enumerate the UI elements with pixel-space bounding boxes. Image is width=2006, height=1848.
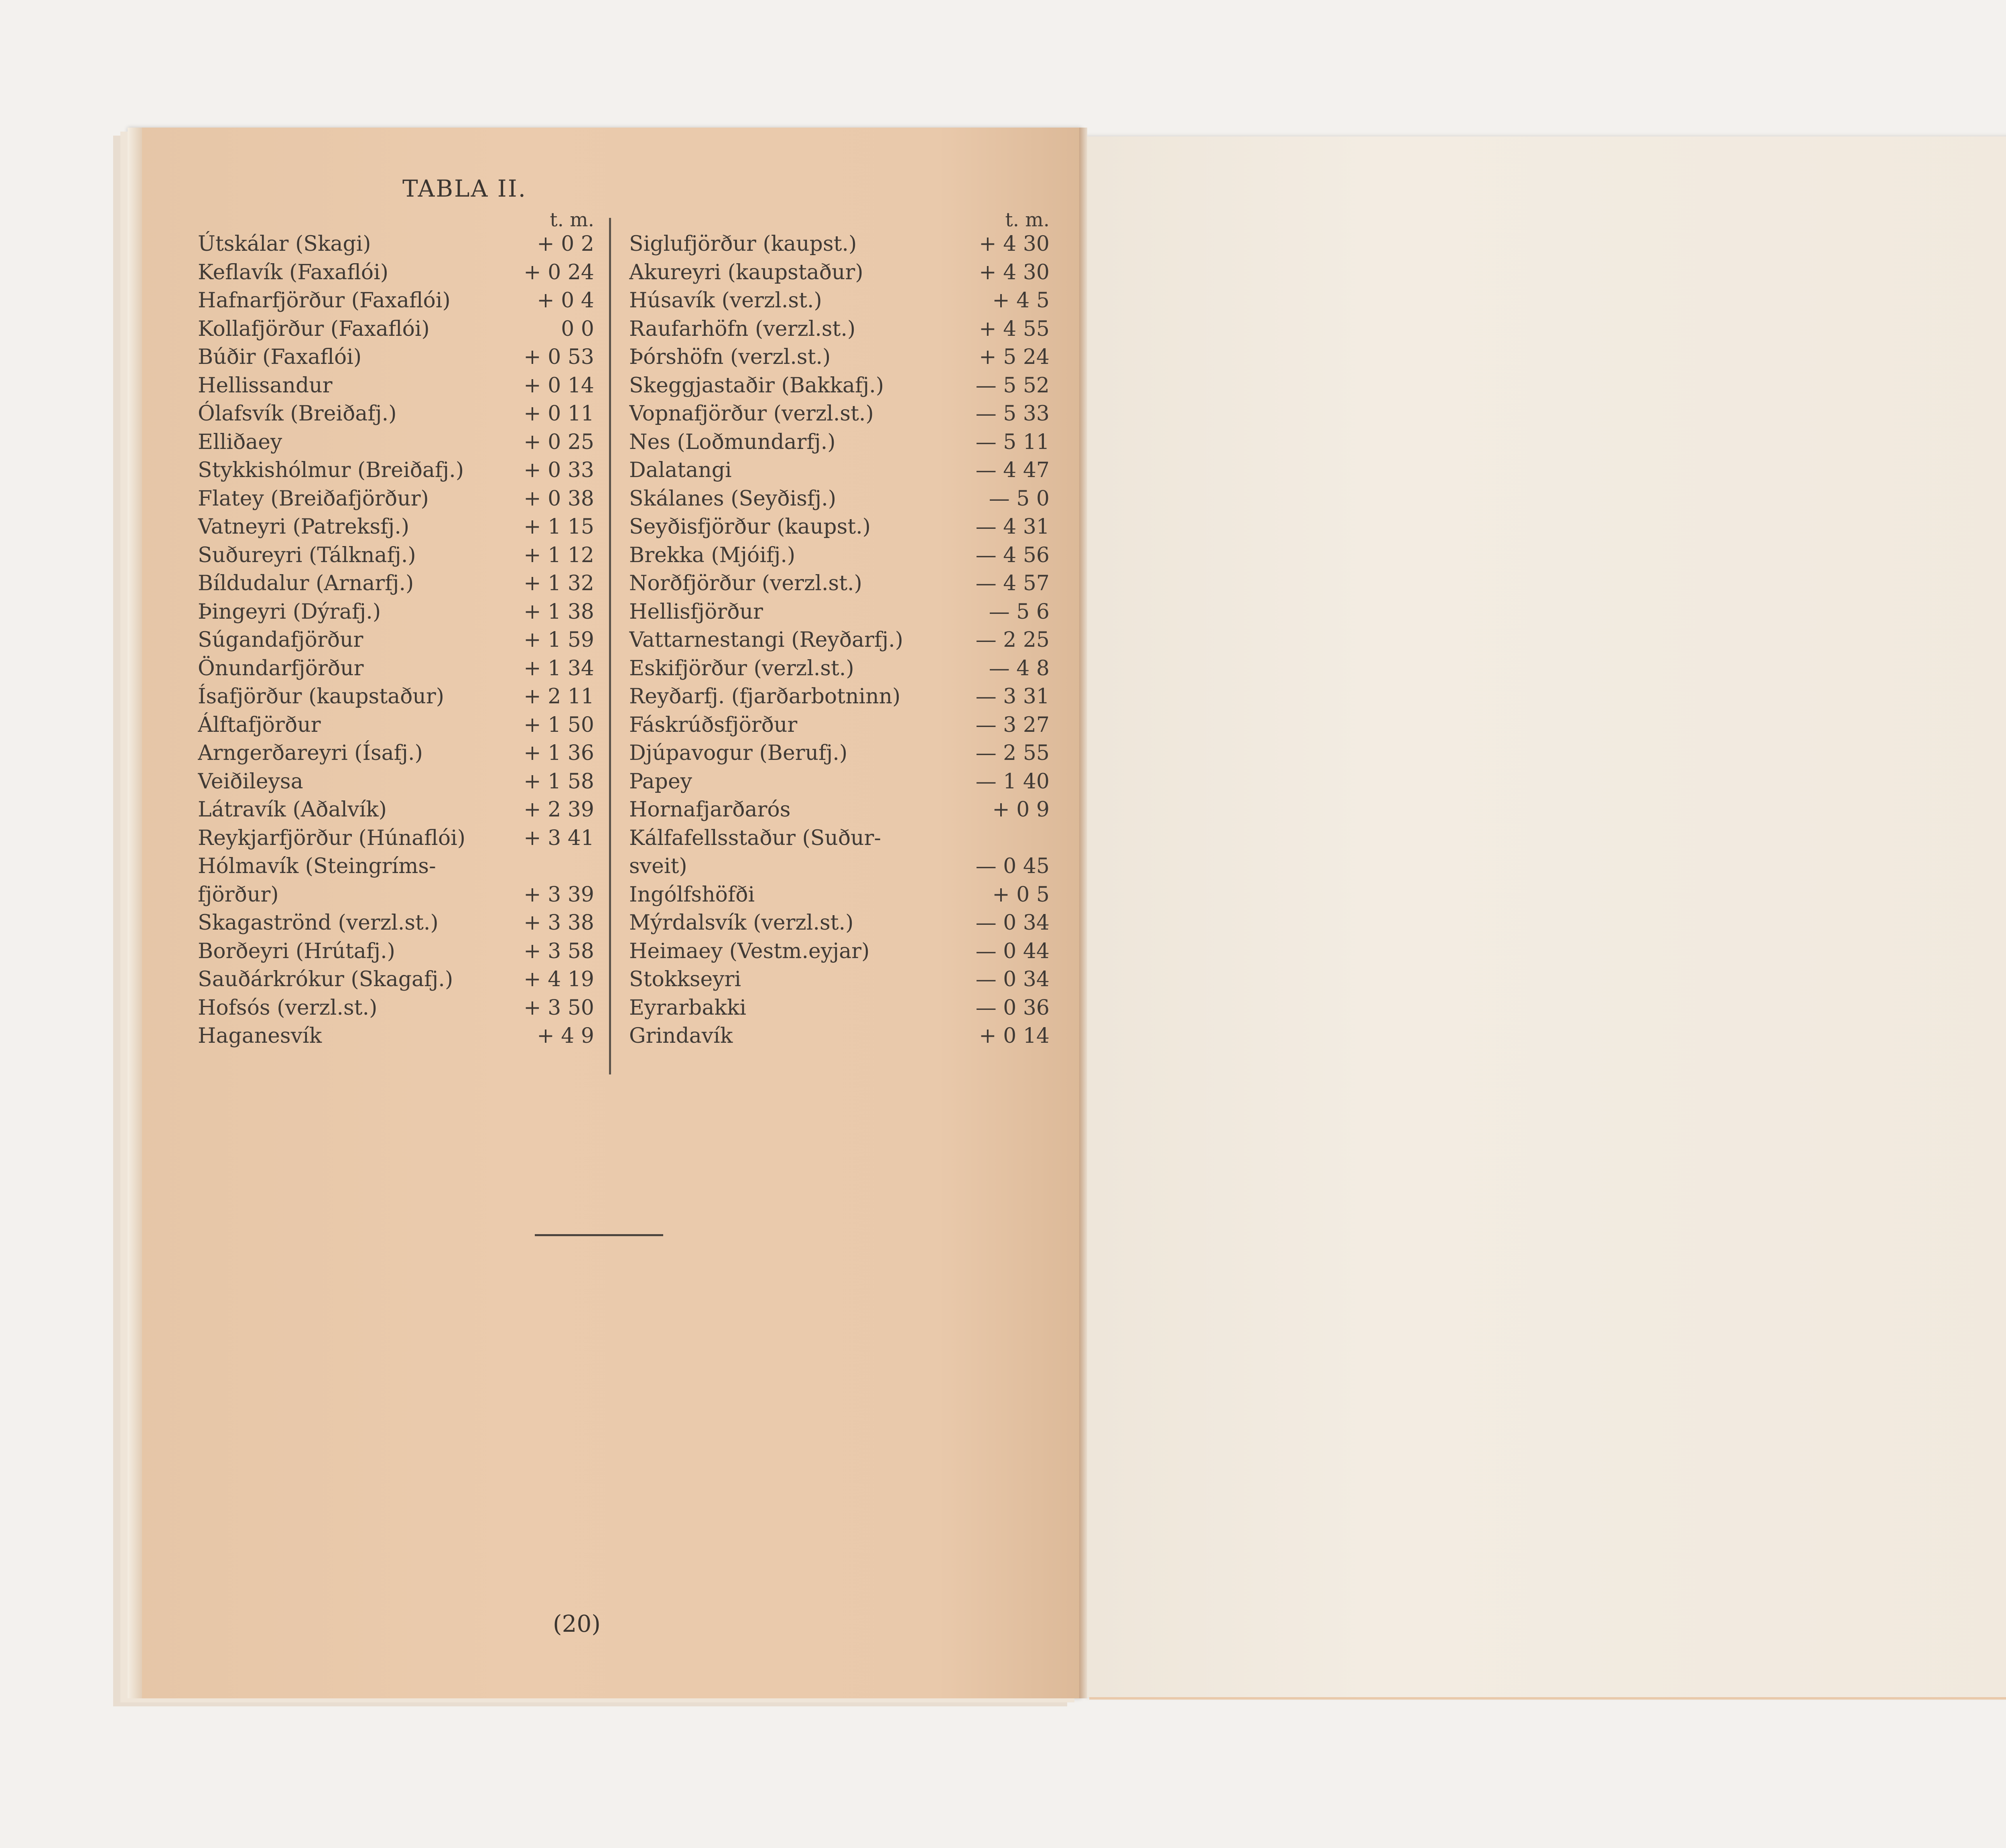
place-name: Hellisfjörður [629,599,763,624]
time-difference: — 5 33 [975,402,1050,426]
place-name: Útskálar (Skagi) [198,232,371,256]
time-difference: + 0 53 [524,345,594,369]
place-name: Raufarhöfn (verzl.st.) [629,317,856,341]
place-name: Norðfjörður (verzl.st.) [629,571,862,595]
time-difference: + 4 9 [537,1024,594,1048]
time-difference: + 1 12 [524,543,594,567]
place-name: Grindavík [629,1024,733,1048]
time-difference: — 5 0 [989,486,1050,511]
time-difference: + 2 11 [524,684,594,709]
table-row [629,258,1054,287]
table-row [629,569,1054,598]
table-row [629,682,1054,711]
time-difference: + 0 25 [524,430,594,454]
place-name: Nes (Loðmundarfj.) [629,430,836,454]
place-name: Skeggjastaðir (Bakkafj.) [629,373,884,398]
table-row [198,909,599,937]
page-stack-edge [128,128,142,1698]
time-difference: + 4 19 [524,967,594,991]
table-row [198,230,599,258]
table-row [198,1022,599,1050]
place-name: Kollafjörður (Faxaflói) [198,317,430,341]
place-name: Skagaströnd (verzl.st.) [198,911,439,935]
table-row [198,456,599,485]
table-row [198,428,599,457]
table-row [198,768,599,796]
time-difference: + 1 32 [524,571,594,595]
table-row [198,372,599,400]
time-difference: — 2 25 [975,628,1050,652]
place-name: Hólmavík (Steingríms- [198,854,436,878]
place-name: Veiðileysa [198,769,303,794]
place-name: Þingeyri (Dýrafj.) [198,599,381,624]
short-rule [535,1234,663,1236]
time-difference: + 3 41 [524,826,594,850]
table-row [629,428,1054,457]
time-difference: — 3 27 [975,713,1050,737]
time-difference: — 0 45 [975,854,1050,878]
time-difference: + 4 55 [979,317,1050,341]
time-difference: — 4 57 [975,571,1050,595]
time-difference: + 0 24 [524,260,594,284]
table-row [629,909,1054,937]
time-difference: — 4 56 [975,543,1050,567]
table-row [198,598,599,626]
table-row [629,230,1054,258]
time-difference: + 0 4 [537,288,594,313]
place-name: Mýrdalsvík (verzl.st.) [629,911,854,935]
time-difference: + 0 9 [992,798,1050,822]
place-name: Önundarfjörður [198,656,364,680]
time-difference: — 0 34 [975,967,1050,991]
place-name: Fáskrúðsfjörður [629,713,798,737]
table-row [198,711,599,739]
time-difference: + 4 5 [992,288,1050,313]
time-difference: — 0 36 [975,995,1050,1020]
table-row [198,626,599,654]
table-row [198,682,599,711]
table-row [629,626,1054,654]
table-row [629,711,1054,739]
time-difference: + 0 14 [979,1024,1050,1048]
page-number: (20) [553,1610,601,1637]
place-name: Hellissandur [198,373,333,398]
place-name: Vattarnestangi (Reyðarfj.) [629,628,904,652]
table-row [198,881,599,909]
place-name: Dalatangi [629,458,732,482]
place-name: Bíldudalur (Arnarfj.) [198,571,414,595]
table-row [629,881,1054,909]
table-row [629,824,1054,853]
place-name: Heimaey (Vestm.eyjar) [629,939,870,963]
time-difference: + 0 14 [524,373,594,398]
place-name: Reykjarfjörður (Húnaflói) [198,826,466,850]
unit-label: t. m. [550,209,594,231]
place-name: Hornafjarðarós [629,798,791,822]
time-difference: — 0 44 [975,939,1050,963]
table-row [198,315,599,343]
table-row [629,286,1054,315]
time-difference: + 1 36 [524,741,594,765]
table-row [198,994,599,1022]
time-difference: — 1 40 [975,769,1050,794]
time-difference: + 0 38 [524,486,594,511]
table-row [198,286,599,315]
table-row [629,456,1054,485]
place-name: Flatey (Breiðafjörður) [198,486,429,511]
table-row [629,343,1054,372]
place-name: fjörður) [198,882,279,907]
table-row [198,513,599,541]
place-name: Ísafjörður (kaupstaður) [198,684,445,709]
place-name: Látravík (Aðalvík) [198,798,387,822]
time-difference: — 5 11 [975,430,1050,454]
time-difference: + 0 33 [524,458,594,482]
table-row [629,400,1054,428]
place-name: Reyðarfj. (fjarðarbotninn) [629,684,901,709]
table-row [629,541,1054,570]
place-name: Húsavík (verzl.st.) [629,288,822,313]
place-name: Vatneyri (Patreksfj.) [198,515,410,539]
place-name: Eyrarbakki [629,995,746,1020]
time-difference: + 0 5 [992,882,1050,907]
place-name: Hofsós (verzl.st.) [198,995,378,1020]
place-name: Búðir (Faxaflói) [198,345,362,369]
place-name: Skálanes (Seyðisfj.) [629,486,837,511]
place-name: Stykkishólmur (Breiðafj.) [198,458,464,482]
time-difference: — 0 34 [975,911,1050,935]
table-row [629,513,1054,541]
place-name: Álftafjörður [198,713,321,737]
place-name: Sauðárkrókur (Skagafj.) [198,967,453,991]
table-row [198,965,599,994]
time-difference: — 2 55 [975,741,1050,765]
left-page [128,128,1082,1698]
time-difference: 0 0 [561,317,594,341]
place-name: Borðeyri (Hrútafj.) [198,939,395,963]
place-name: Hafnarfjörður (Faxaflói) [198,288,451,313]
table-row [629,654,1054,683]
table-row [198,796,599,824]
table-row [198,569,599,598]
table-row [198,541,599,570]
book-gutter [1079,128,1087,1698]
place-name: Kálfafellsstaður (Suður- [629,826,881,850]
column-divider [609,218,611,1074]
table-row [198,654,599,683]
table-row [198,824,599,853]
time-difference: + 0 11 [524,402,594,426]
time-difference: + 2 39 [524,798,594,822]
place-name: Þórshöfn (verzl.st.) [629,345,831,369]
time-difference: + 3 58 [524,939,594,963]
table-row [198,937,599,966]
place-name: Eskifjörður (verzl.st.) [629,656,854,680]
place-name: Seyðisfjörður (kaupst.) [629,515,871,539]
time-difference: — 4 47 [975,458,1050,482]
time-difference: + 1 50 [524,713,594,737]
time-difference: + 5 24 [979,345,1050,369]
left-rows [198,230,599,1050]
time-difference: — 5 52 [975,373,1050,398]
time-difference: + 1 34 [524,656,594,680]
time-difference: + 1 15 [524,515,594,539]
right-rows [629,230,1054,1050]
place-name: Haganesvík [198,1024,322,1048]
place-name: Papey [629,769,692,794]
time-difference: + 3 39 [524,882,594,907]
table-row [629,1022,1054,1050]
time-difference: + 4 30 [979,232,1050,256]
place-name: Vopnafjörður (verzl.st.) [629,402,874,426]
time-difference: + 1 58 [524,769,594,794]
time-difference: — 5 6 [989,599,1050,624]
place-name: Stokkseyri [629,967,741,991]
table-row [629,796,1054,824]
time-difference: + 3 38 [524,911,594,935]
place-name: Djúpavogur (Berufj.) [629,741,848,765]
place-name: Siglufjörður (kaupst.) [629,232,857,256]
table-row [629,315,1054,343]
table-title: TABLA II. [402,175,527,202]
table-row [198,343,599,372]
table-row [198,400,599,428]
table-row [629,598,1054,626]
place-name: sveit) [629,854,687,878]
time-difference: — 4 31 [975,515,1050,539]
table-row [198,258,599,287]
place-name: Suðureyri (Tálknafj.) [198,543,416,567]
time-difference: — 3 31 [975,684,1050,709]
table-row [629,852,1054,881]
time-difference: + 4 30 [979,260,1050,284]
table-row [629,768,1054,796]
place-name: Súgandafjörður [198,628,363,652]
place-name: Akureyri (kaupstaður) [629,260,863,284]
table-row [629,937,1054,966]
time-difference: + 3 50 [524,995,594,1020]
time-difference: — 4 8 [989,656,1050,680]
place-name: Brekka (Mjóifj.) [629,543,796,567]
right-table-column [629,210,1054,1050]
place-name: Arngerðareyri (Ísafj.) [198,741,423,765]
unit-label: t. m. [1005,209,1050,231]
table-row [629,739,1054,768]
left-table-column [198,210,599,1050]
table-row [198,485,599,513]
place-name: Ingólfshöfði [629,882,755,907]
table-row [629,994,1054,1022]
place-name: Keflavík (Faxaflói) [198,260,389,284]
time-difference: + 1 59 [524,628,594,652]
time-difference: + 0 2 [537,232,594,256]
blank-right-page [1085,136,2006,1697]
table-row [629,372,1054,400]
time-difference: + 1 38 [524,599,594,624]
table-row [198,739,599,768]
table-row [629,485,1054,513]
table-row [198,852,599,881]
place-name: Elliðaey [198,430,282,454]
place-name: Ólafsvík (Breiðafj.) [198,402,397,426]
table-row [629,965,1054,994]
